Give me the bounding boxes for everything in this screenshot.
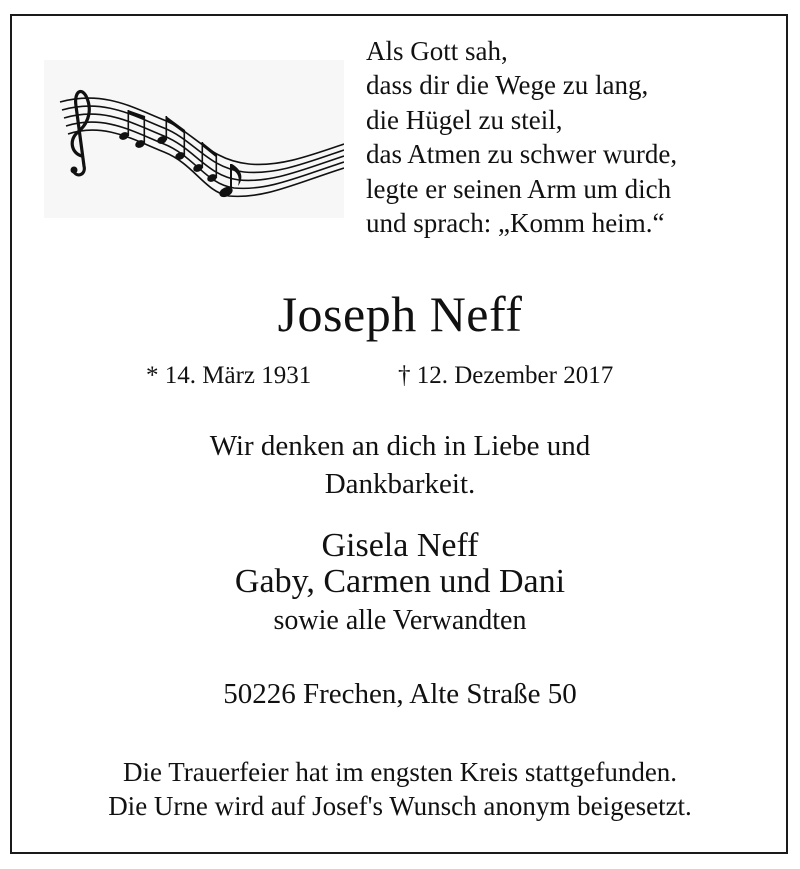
deceased-name: Joseph Neff: [277, 286, 523, 342]
message-line-2: Dankbarkeit.: [324, 468, 476, 500]
music-notes-icon: [44, 60, 344, 218]
note-line-2: Die Urne wird auf Josef's Wunsch anonym beigesetzt.: [108, 791, 692, 821]
death-date: † 12. Dezember 2017: [398, 362, 614, 389]
poem-line: die Hügel zu steil,: [366, 104, 563, 135]
poem-line: das Atmen zu schwer wurde,: [366, 139, 678, 170]
family-line-2: Gaby, Carmen und Dani: [234, 563, 566, 600]
note-line-1: Die Trauerfeier hat im engsten Kreis stattgefunden.: [122, 757, 678, 787]
family-line-3: sowie alle Verwandten: [273, 605, 527, 636]
poem: [366, 34, 776, 240]
address: 50226 Frechen, Alte Straße 50: [223, 678, 577, 710]
family-line-1: Gisela Neff: [321, 527, 479, 564]
message-line-1: Wir denken an dich in Liebe und: [209, 430, 591, 462]
poem-line: Als Gott sah,: [366, 36, 508, 66]
poem-line: dass dir die Wege zu lang,: [366, 70, 649, 101]
poem-line: und sprach: „Komm heim.“: [366, 208, 665, 239]
birth-date: * 14. März 1931: [146, 362, 312, 389]
poem-line: legte er seinen Arm um dich: [366, 173, 672, 204]
